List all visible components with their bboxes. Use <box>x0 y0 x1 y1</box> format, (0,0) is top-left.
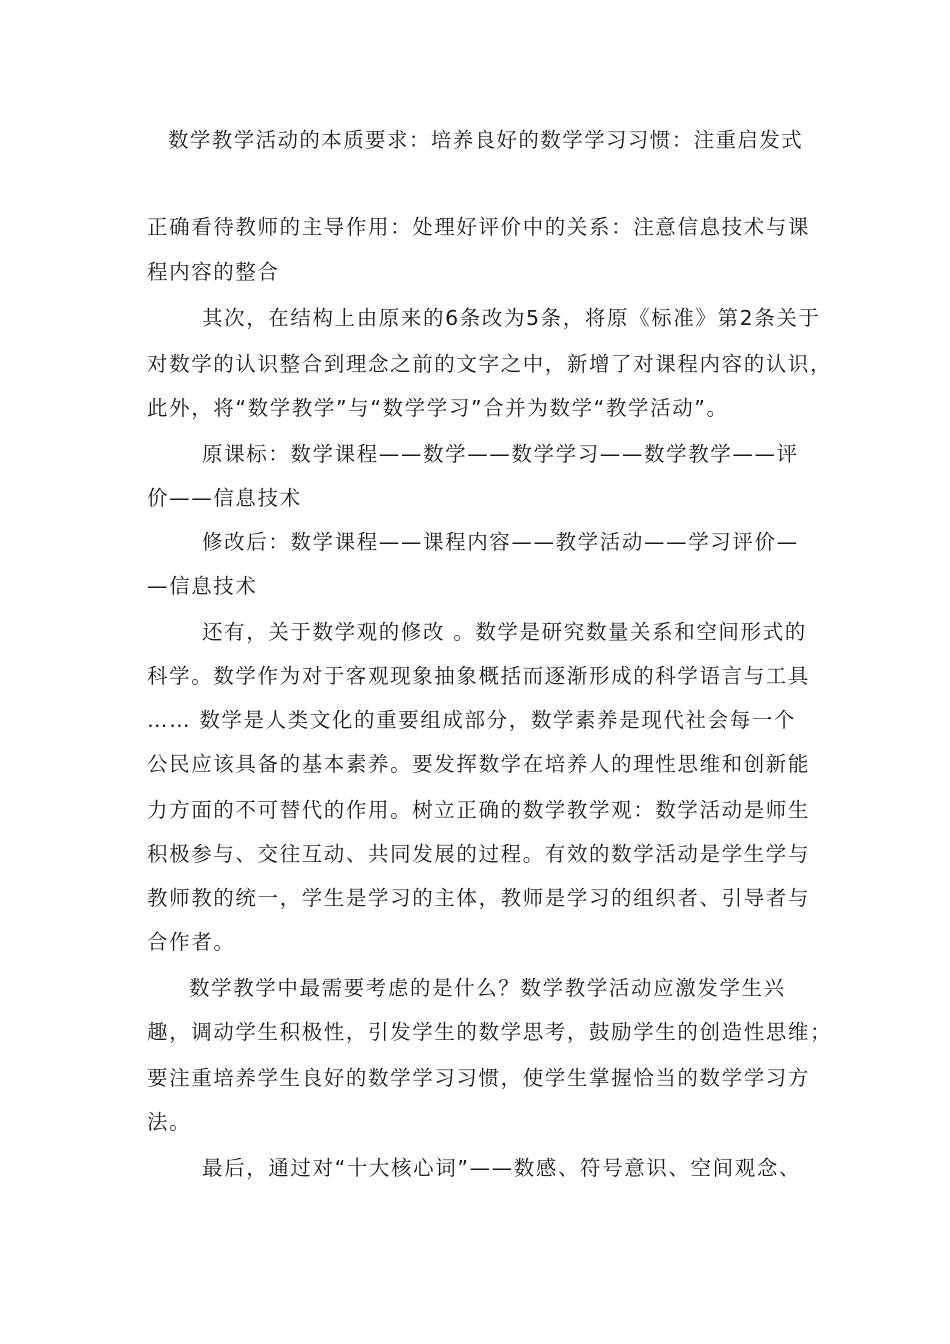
text-line: 教师教的统一，学生是学习的主体，教师是学习的组织者、引导者与 <box>147 886 810 910</box>
text-line: 科学。数学作为对于客观现象抽象概括而逐渐形成的科学语言与工具 <box>147 664 810 688</box>
text-line: 数学教学活动的本质要求：培养良好的数学学习习惯：注重启发式 <box>168 128 804 152</box>
text-line: 价——信息技术 <box>147 486 302 510</box>
text-line: 原课标：数学课程——数学——数学学习——数学教学——评 <box>202 442 799 466</box>
text-line: 最后，通过对“十大核心词”——数感、符号意识、空间观念、 <box>202 1156 802 1180</box>
text-line: 积极参与、交往互动、共同发展的过程。有效的数学活动是学生学与 <box>147 842 810 866</box>
text-line: 其次，在结构上由原来的6条改为5条，将原《标准》第2条关于 <box>202 306 821 330</box>
text-line: —信息技术 <box>147 574 258 598</box>
text-line: 还有，关于数学观的修改 。数学是研究数量关系和空间形式的 <box>202 620 807 644</box>
text-line: 数学教学中最需要考虑的是什么？数学教学活动应激发学生兴 <box>189 976 786 1000</box>
text-line: 此外，将“数学教学”与“数学学习”合并为数学“教学活动”。 <box>147 396 729 420</box>
text-line: 合作者。 <box>147 930 236 954</box>
text-line: 公民应该具备的基本素养。要发挥数学在培养人的理性思维和创新能 <box>147 752 810 776</box>
text-line: 力方面的不可替代的作用。树立正确的数学教学观：数学活动是师生 <box>147 798 810 822</box>
text-line: 正确看待教师的主导作用：处理好评价中的关系：注意信息技术与课 <box>147 215 810 239</box>
text-line: 程内容的整合 <box>147 260 280 284</box>
text-line: 对数学的认识整合到理念之前的文字之中，新增了对课程内容的认识， <box>147 352 833 376</box>
text-line: 法。 <box>147 1110 192 1134</box>
text-line: …… 数学是人类文化的重要组成部分，数学素养是现代社会每一个 <box>147 708 797 732</box>
text-line: 要注重培养学生良好的数学学习习惯，使学生掌握恰当的数学学习方 <box>147 1066 810 1090</box>
text-line: 趣，调动学生积极性，引发学生的数学思考，鼓励学生的创造性思维； <box>147 1020 833 1044</box>
text-line: 修改后：数学课程——课程内容——教学活动——学习评价— <box>202 530 799 554</box>
